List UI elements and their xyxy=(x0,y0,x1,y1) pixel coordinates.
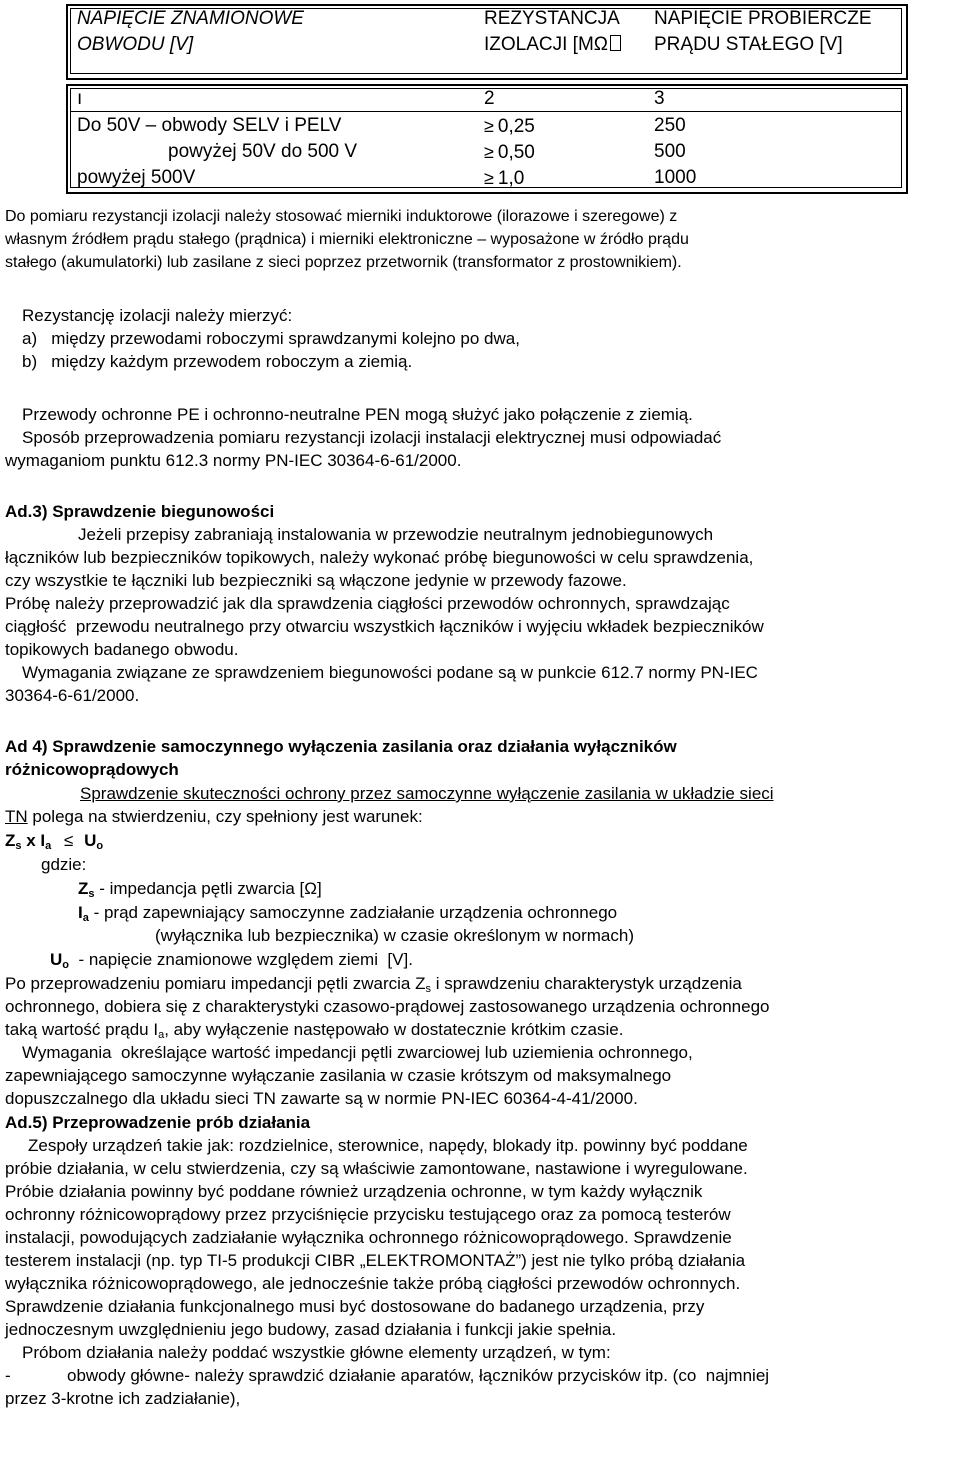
list-item-a: a) między przewodami roboczymi sprawdzanymi kolejno po dwa, xyxy=(22,329,520,348)
paragraph-line: wyłącznika różnicowoprądowego, ale jednocześnie także próbą ciągłości przewodów ochronnych. xyxy=(5,1274,741,1293)
paragraph-line: Jeżeli przepisy zabraniają instalowania w przewodzie neutralnym jednobiegunowych xyxy=(78,525,714,544)
text: i sprawdzeniu charakterystyk urządzenia xyxy=(430,974,742,993)
header-test-voltage-line1: NAPIĘCIE PROBIERCZE xyxy=(654,8,872,29)
definition-text: - napięcie znamionowe względem ziemi [V]. xyxy=(69,950,413,969)
paragraph-line: zapewniającego samoczynne wyłączanie zasilania w czasie krótszym od maksymalnego xyxy=(5,1066,672,1085)
column-number-3: 3 xyxy=(654,88,665,109)
row-voltage-2: powyżej 50V do 500 V xyxy=(168,141,358,162)
header-insulation-resistance-line2 xyxy=(484,32,621,58)
definition-z xyxy=(78,879,322,904)
row-test-voltage-3: 1000 xyxy=(654,167,697,188)
paragraph-line: ochronny różnicowoprądowy przez przyciśnięcie przycisku testującego oraz za pomocą testerów xyxy=(5,1205,731,1224)
paragraph-line: ochronnego, dobiera się z charakterystyki czasowo-prądowej zastosowanego urządzenia ochronnego xyxy=(5,997,770,1016)
row-voltage-1: Do 50V – obwody SELV i PELV xyxy=(77,115,342,136)
greater-equal-icon: ≥ xyxy=(484,116,494,136)
section-title-line2: różnicowoprądowych xyxy=(5,760,179,779)
paragraph-line: Próbę należy przeprowadzić jak dla sprawdzenia ciągłości przewodów ochronnych, sprawdzając xyxy=(5,594,730,613)
paragraph-line: wymaganiom punktu 612.3 normy PN-IEC 30364-6-61/2000. xyxy=(5,451,462,470)
paragraph-line: Wymagania związane ze sprawdzeniem biegunowości podane są w punkcie 612.7 normy PN-IEC xyxy=(22,663,758,682)
paragraph-intro: Rezystancję izolacji należy mierzyć: xyxy=(22,306,293,325)
symbol-i: I xyxy=(78,903,83,922)
sub: a xyxy=(158,1029,165,1041)
definition-u xyxy=(50,950,413,975)
formula-z-sub: s xyxy=(15,840,22,852)
paragraph-line: dopuszczalnego dla układu sieci TN zawarte są w normie PN-IEC 60364-4-41/2000. xyxy=(5,1089,638,1108)
header-insulation-resistance-line1: REZYSTANCJA xyxy=(484,8,620,29)
greater-equal-icon: ≥ xyxy=(484,142,494,162)
symbol-z: Z xyxy=(78,879,89,898)
definition-i xyxy=(78,903,617,928)
paragraph-line: Próbom działania należy poddać wszystkie główne elementy urządzeń, w tym: xyxy=(22,1343,611,1362)
row-resistance-1 xyxy=(484,113,535,140)
definition-text: - impedancja pętli zwarcia [Ω] xyxy=(94,879,322,898)
row-test-voltage-2: 500 xyxy=(654,141,686,162)
paragraph-line: topikowych badanego obwodu. xyxy=(5,640,239,659)
bullet-text: obwody główne- należy sprawdzić działanie aparatów, łączników przycisków itp. (co najmniej xyxy=(67,1366,770,1385)
resistance-value: 1,0 xyxy=(497,168,525,189)
paragraph-line: próbie działania, w celu stwierdzenia, czy są właściwie zamontowane, nastawione i wyregulowane. xyxy=(5,1159,748,1178)
definition-i-cont: (wyłącznika lub bezpiecznika) w czasie określonym w normach) xyxy=(155,926,635,945)
column-number-2: 2 xyxy=(484,88,495,109)
section-title: Ad.5) Przeprowadzenie prób działania xyxy=(5,1113,311,1132)
symbol-u-sub: o xyxy=(62,959,70,971)
paragraph-line: testerem instalacji (np. typ TI-5 produkcji CIBR „ELEKTROMONTAŻ”) jest nie tylko próbą działania xyxy=(5,1251,746,1270)
paragraph-line: czy wszystkie te łączniki lub bezpieczniki są włączone jedynie w przewody fazowe. xyxy=(5,571,627,590)
paragraph-line: Przewody ochronne PE i ochronno-neutralne PEN mogą służyć jako połączenie z ziemią. xyxy=(22,405,693,424)
paragraph-line xyxy=(5,1020,623,1045)
bullet-continuation: przez 3-krotne ich zadziałanie), xyxy=(5,1389,241,1408)
section-title: Ad.3) Sprawdzenie biegunowości xyxy=(5,502,275,521)
paragraph-line: stałego (akumulatorki) lub zasilane z sieci poprzez przetwornik (transformator z prostownikiem). xyxy=(5,254,682,271)
text: Po przeprowadzeniu pomiaru impedancji pętli zwarcia Z xyxy=(5,974,426,993)
condition-formula xyxy=(5,831,103,856)
paragraph-line: własnym źródłem prądu stałego (prądnica) i mierniki elektroniczne – wyposażone w źródło prądu xyxy=(5,231,689,248)
row-voltage-3: powyżej 500V xyxy=(77,167,196,188)
paragraph-line: Sprawdzenie działania funkcjonalnego musi być dostosowane do badanego urządzenia, przy xyxy=(5,1297,705,1316)
column-number-1: ı xyxy=(77,88,83,109)
paragraph-line: Sprawdzenie skuteczności ochrony przez samoczynne wyłączenie zasilania w układzie sieci xyxy=(80,784,774,803)
formula-x-i: x I xyxy=(26,831,46,850)
text: , aby wyłączenie następowało w dostatecznie krótkim czasie. xyxy=(164,1020,624,1039)
less-equal-icon: ≤ xyxy=(64,831,74,850)
paragraph-line: instalacji, powodujących zadziałanie wyłącznika ochronnego różnicowoprądowego. Sprawdzenie xyxy=(5,1228,732,1247)
formula-u: U xyxy=(84,831,97,850)
row-resistance-3 xyxy=(484,165,524,192)
greater-equal-icon: ≥ xyxy=(484,168,494,188)
row-test-voltage-1: 250 xyxy=(654,115,686,136)
paragraph-line: Do pomiaru rezystancji izolacji należy stosować mierniki induktorowe (ilorazowe i szeregowe) z xyxy=(5,208,678,225)
bullet-dash: - xyxy=(5,1366,11,1385)
paragraph-line: 30364-6-61/2000. xyxy=(5,686,140,705)
row-resistance-2 xyxy=(484,139,535,166)
missing-glyph-icon xyxy=(610,35,621,51)
paragraph-line xyxy=(5,974,742,999)
symbol-i-sub: a xyxy=(82,912,89,924)
paragraph-line: Wymagania określające wartość impedancji pętli zwarciowej lub uziemienia ochronnego, xyxy=(22,1043,693,1062)
condition-text: polega na stwierdzeniu, czy spełniony jest warunek: xyxy=(27,807,423,826)
sub: s xyxy=(425,983,431,995)
definition-text: - prąd zapewniający samoczynne zadziałanie urządzenia ochronnego xyxy=(88,903,618,922)
formula-z: Z xyxy=(5,831,16,850)
text: taką wartość prądu I xyxy=(5,1020,159,1039)
header-circuit-voltage-line1: NAPIĘCIE ZNAMIONOWE xyxy=(77,8,304,29)
paragraph-line: łączników lub bezpieczników topikowych, należy wykonać próbę biegunowości w celu sprawdzenia, xyxy=(5,548,754,567)
formula-u-sub: o xyxy=(96,840,104,852)
paragraph-line: Zespoły urządzeń takie jak: rozdzielnice, sterownice, napędy, blokady itp. powinny być poddane xyxy=(28,1136,748,1155)
header-test-voltage-line2: PRĄDU STAŁEGO [V] xyxy=(654,34,843,55)
resistance-value: 0,25 xyxy=(497,116,535,137)
paragraph-line: Sposób przeprowadzenia pomiaru rezystancji izolacji instalacji elektrycznej musi odpowiadać xyxy=(22,428,722,447)
paragraph-line: ciągłość przewodu neutralnego przy otwarciu wszystkich łączników i wyjęciu wkładek bezpieczników xyxy=(5,617,764,636)
list-item-b: b) między każdym przewodem roboczym a ziemią. xyxy=(22,352,413,371)
paragraph-line xyxy=(5,807,423,827)
header-insulation-resistance-text: IZOLACJI [MΩ xyxy=(484,34,608,55)
where-label: gdzie: xyxy=(41,855,87,874)
paragraph-line: jednoczesnym uwzględnieniu jego budowy, zasad działania i funkcji jakie spełnia. xyxy=(5,1320,617,1339)
paragraph-line: Próbie działania powinny być poddane również urządzenia ochronne, w tym każdy wyłącznik xyxy=(5,1182,703,1201)
formula-i-sub: a xyxy=(45,840,52,852)
header-circuit-voltage-line2: OBWODU [V] xyxy=(77,34,194,55)
tn-system-label: TN xyxy=(5,807,28,826)
section-title-line1: Ad 4) Sprawdzenie samoczynnego wyłączenia zasilania oraz działania wyłączników xyxy=(5,737,677,756)
symbol-u: U xyxy=(50,950,63,969)
resistance-value: 0,50 xyxy=(497,142,535,163)
symbol-z-sub: s xyxy=(88,888,95,900)
